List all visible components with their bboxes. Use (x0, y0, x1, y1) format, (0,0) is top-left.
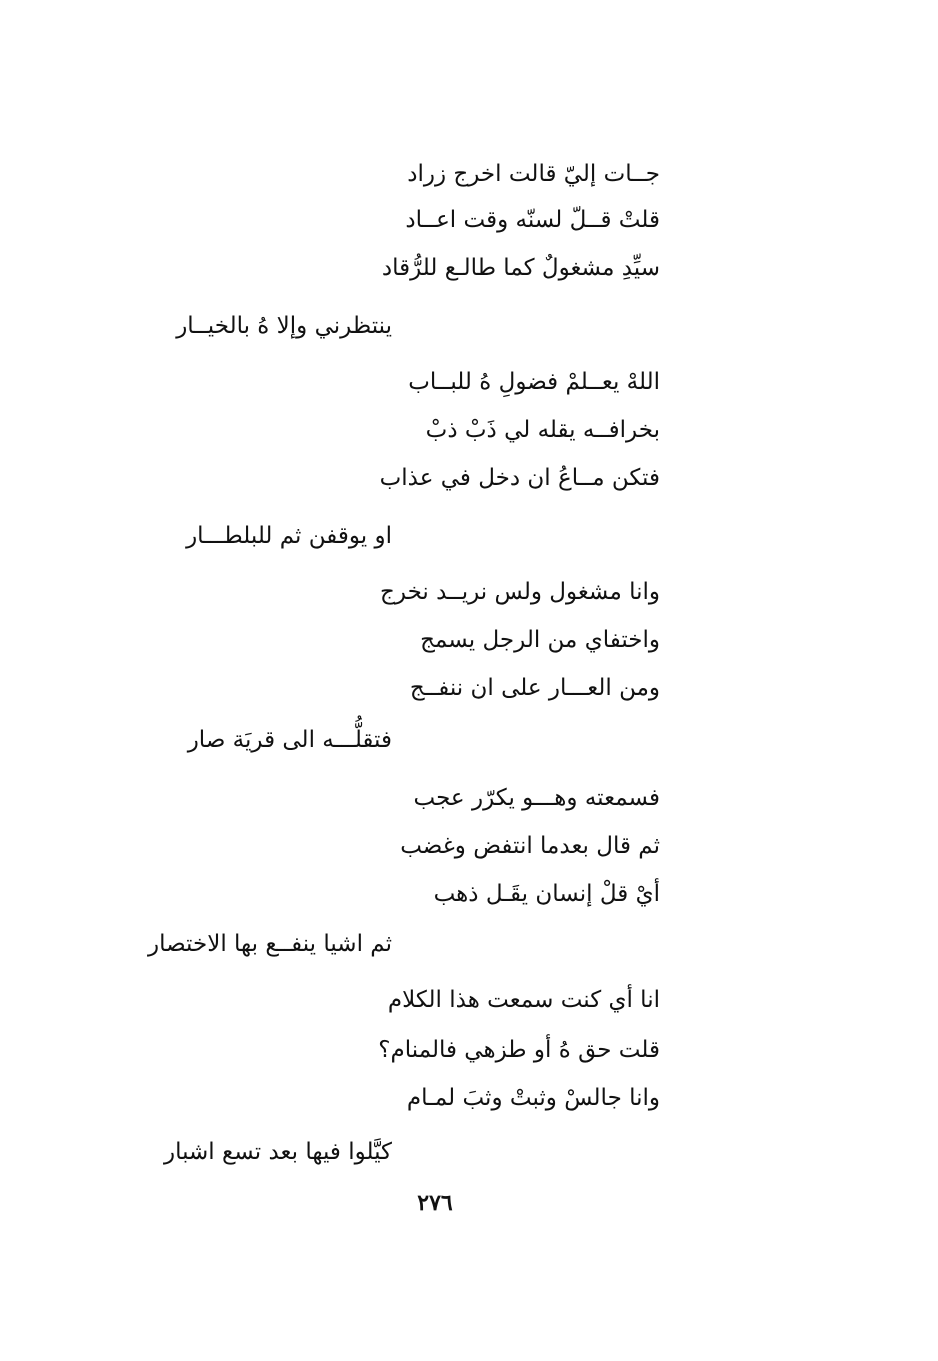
refrain-line: او يوقفن ثم للبلطـــار (186, 523, 392, 549)
verse-line: ومن العـــار على ان ننفــج (409, 675, 660, 701)
refrain-line: ينتظرني وإلا هُ بالخيــار (176, 313, 392, 339)
verse-line: أيْ قلْ إنسان يقَـل ذهب (433, 881, 660, 907)
verse-line: ثم قال بعدما انتفض وغضب (400, 833, 660, 859)
verse-line: وانا جالسْ وثبتْ وثبَ لمـام (406, 1085, 660, 1111)
verse-line: قلت حق هُ أو طزهي فالمنام؟ (378, 1037, 660, 1063)
verse-line: فتكن مــاعُ ان دخل في عذاب (379, 465, 660, 491)
verse-line: سيِّدِ مشغولٌ كما طالـع للرُّقاد (381, 255, 660, 281)
verse-line: وانا مشغول ولس نريــد نخرج (380, 579, 660, 605)
verse-line: بخرافــه يقله لي ذَبْ ذبْ (425, 417, 660, 443)
refrain-line: فتقلُّـــه الى قريَة صار (187, 727, 392, 753)
verse-line: انا أي كنت سمعت هذا الكلام (387, 987, 660, 1013)
page-number: ٢٧٦ (417, 1190, 453, 1216)
refrain-line: كيَّلوا فيها بعد تسع اشبار (163, 1139, 392, 1165)
verse-line: فسمعته وهـــو يكرّر عجب (413, 785, 660, 811)
verse-line: واختفاي من الرجل يسمج (420, 627, 660, 653)
refrain-line: ثم اشيا ينفــع بها الاختصار (148, 931, 392, 957)
verse-line: جــات إليّ قالت اخرج زراد (407, 161, 660, 187)
verse-line: قلتْ قــلّ لسنّه وقت اعــاد (405, 207, 660, 233)
verse-line: اللهْ يعــلمْ فضولِ هُ للبــاب (408, 369, 660, 395)
